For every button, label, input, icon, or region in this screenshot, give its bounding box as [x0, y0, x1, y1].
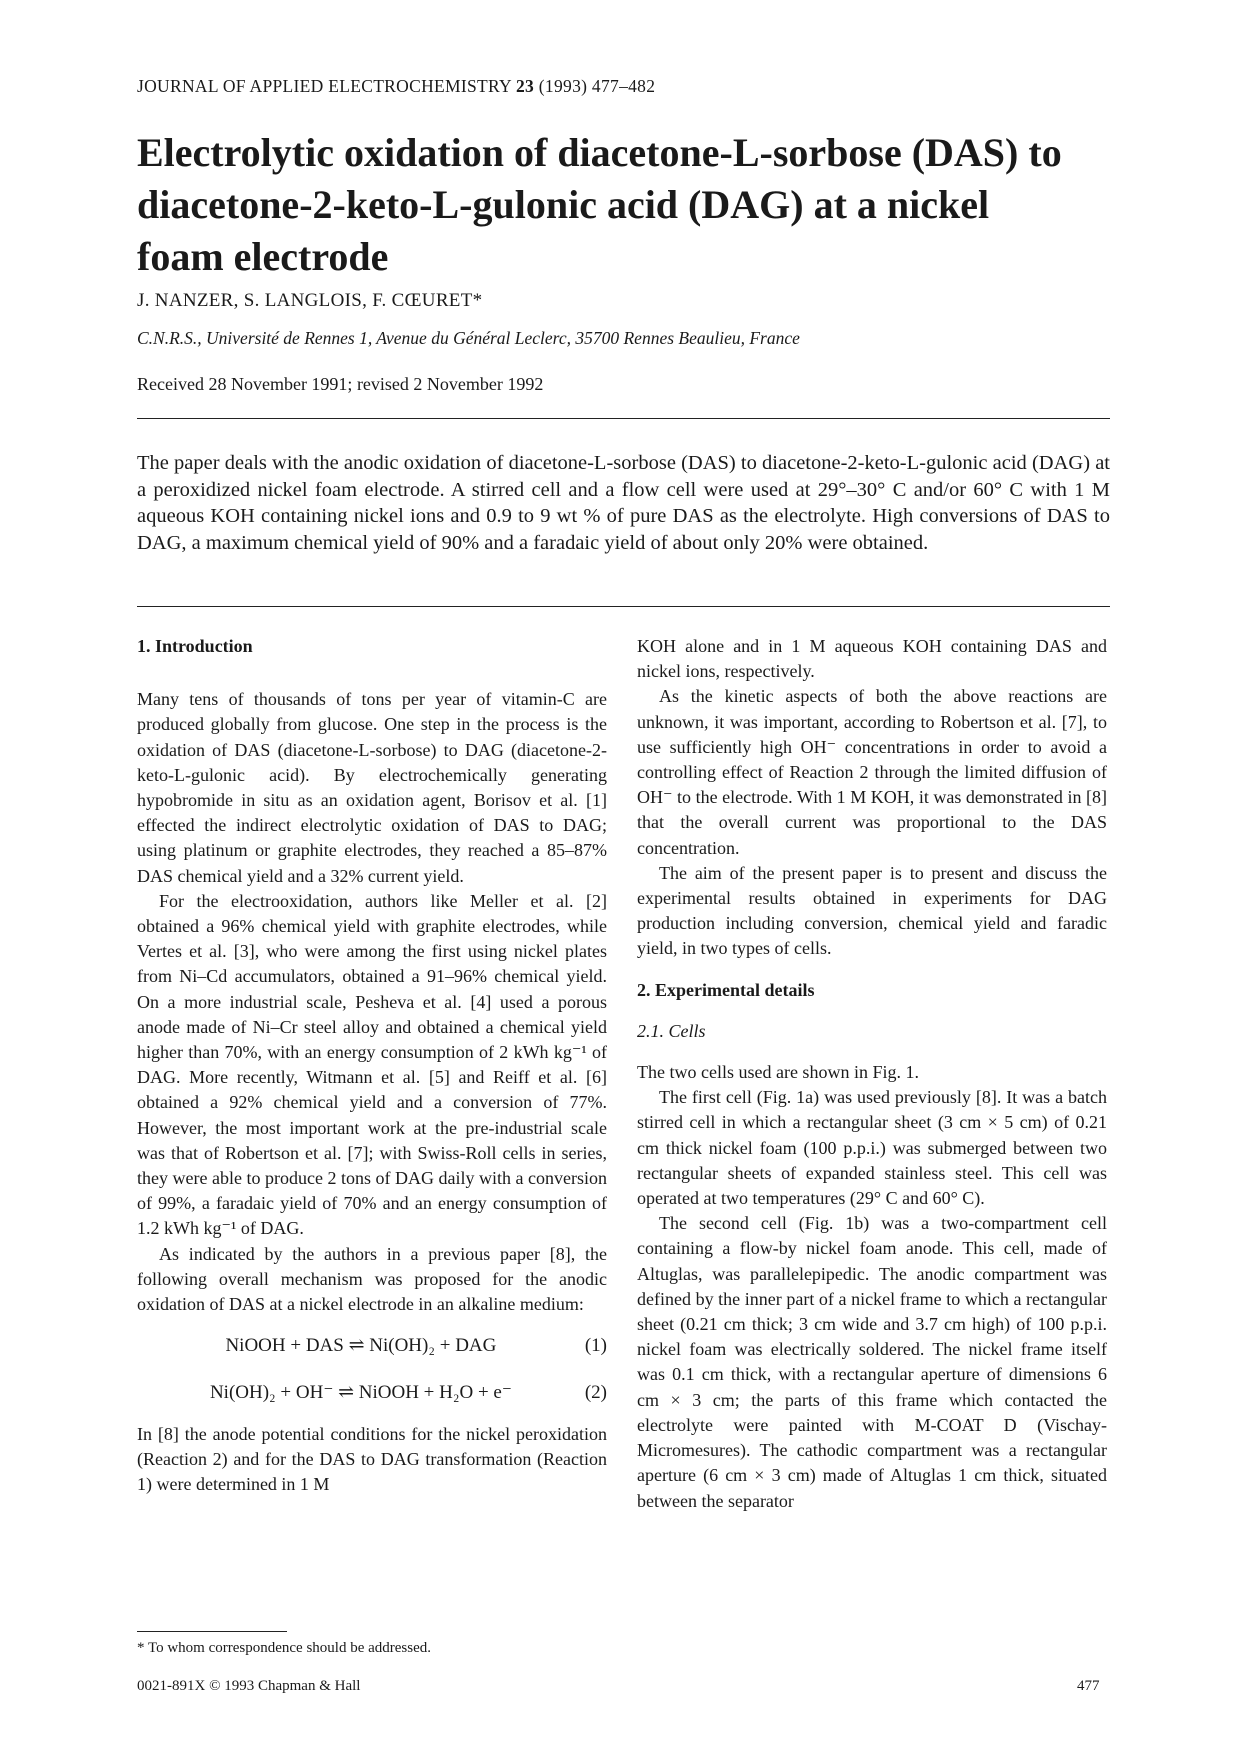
- footnote-rule: [137, 1631, 287, 1632]
- intro-paragraph-3: As indicated by the authors in a previous paper [8], the following overall mechanism was proposed for the anodic oxidation of DAS at a nickel electrode in an alkaline medium:: [137, 1243, 607, 1315]
- right-paragraph-3: The aim of the present paper is to present and discuss the experimental results obtained in experiments for DAG production including conversion, chemical yield and faradic yield, in two types of cells.: [637, 862, 1107, 959]
- title-line-2: diacetone-2-keto-L-gulonic acid (DAG) at a nickel: [137, 182, 990, 227]
- rule-top: [137, 418, 1110, 419]
- journal-volume: 23: [516, 76, 535, 96]
- right-paragraph-4: The two cells used are shown in Fig. 1.: [637, 1062, 919, 1083]
- right-paragraph-5: The first cell (Fig. 1a) was used previously [8]. It was a batch stirred cell in which a rectangular sheet (3 cm × 5 cm) of 0.21 cm thick nickel foam (100 p.p.i.) was submerged between two rectangular sheets of expanded stainless steel. This cell was operated at two temperatures (29° C and 60° C).: [637, 1087, 1107, 1209]
- page-number: 477: [1077, 1678, 1100, 1694]
- equation-1: [137, 1333, 607, 1358]
- right-paragraph-1: KOH alone and in 1 M aqueous KOH containing DAS and nickel ions, respectively.: [637, 636, 1107, 682]
- rule-bottom: [137, 606, 1110, 607]
- journal-year-pages: (1993) 477–482: [538, 76, 656, 96]
- received-dates: Received 28 November 1991; revised 2 November 1992: [137, 374, 544, 394]
- equation-2-number: (2): [584, 1382, 607, 1404]
- equation-1-number: (1): [584, 1335, 607, 1357]
- abstract: The paper deals with the anodic oxidation of diacetone-L-sorbose (DAS) to diacetone-2-keto-L-gulonic acid (DAG) at a peroxidized nickel foam electrode. A stirred cell and a flow cell were used at 29°–30° C and/or 60° C with 1 M aqueous KOH containing nickel ions and 0.9 to 9 wt % of pure DAS as the electrolyte. High conversions of DAS to DAG, a maximum chemical yield of 90% and a faradaic yield of about only 20% were obtained.: [137, 452, 1110, 554]
- heading-introduction: 1. Introduction: [137, 636, 253, 656]
- article-title: [137, 127, 1137, 283]
- footnote: * To whom correspondence should be addressed.: [137, 1640, 432, 1656]
- right-column: [637, 634, 1107, 1514]
- intro-paragraph-4: In [8] the anode potential conditions for the nickel peroxidation (Reaction 2) and for the DAS to DAG transformation (Reaction 1) were determined in 1 M: [137, 1423, 607, 1495]
- journal-name: JOURNAL OF APPLIED ELECTROCHEMISTRY: [137, 76, 512, 96]
- equation-2: [137, 1380, 607, 1405]
- intro-paragraph-1: Many tens of thousands of tons per year of vitamin-C are produced globally from glucose. One step in the process is the oxidation of DAS (diacetone-L-sorbose) to DAG (diacetone-2-keto-L-gulonic acid). By electrochemically generating hypobromide in situ as an oxidation agent, Borisov et al. [1] effected the indirect electrolytic oxidation of DAS to DAG; using platinum or graphite electrodes, they reached a 85–87% DAS chemical yield and a 32% current yield.: [137, 689, 607, 886]
- right-paragraph-2: As the kinetic aspects of both the above reactions are unknown, it was important, according to Robertson et al. [7], to use sufficiently high OH⁻ concentrations in order to avoid a controlling effect of Reaction 2 through the limited diffusion of OH⁻ to the electrode. With 1 M KOH, it was demonstrated in [8] that the overall current was proportional to the DAS concentration.: [637, 686, 1107, 858]
- journal-header: [137, 76, 655, 97]
- affiliation: C.N.R.S., Université de Rennes 1, Avenue du Général Leclerc, 35700 Rennes Beaulieu, France: [137, 328, 800, 348]
- equation-1-expression: NiOOH + DAS ⇌ Ni(OH)₂ + DAG: [225, 1335, 497, 1357]
- left-column: [137, 634, 607, 1497]
- title-line-1: Electrolytic oxidation of diacetone-L-sorbose (DAS) to: [137, 130, 1062, 175]
- right-paragraph-6: The second cell (Fig. 1b) was a two-compartment cell containing a flow-by nickel foam anode. This cell, made of Altuglas, was parallelepipedic. The anodic compartment was defined by the inner part of a nickel frame to which a rectangular sheet (0.21 cm thick; 3 cm wide and 3.7 cm high) of 100 p.p.i. nickel foam was electrically soldered. The nickel frame itself was 0.1 cm thick, with a rectangular aperture of dimensions 6 cm × 3 cm; the parts of this frame which contacted the electrolyte were painted with M-COAT D (Vischay-Micromesures). The cathodic compartment was a rectangular aperture (6 cm × 3 cm) made of Altuglas 1 cm thick, situated between the separator: [637, 1213, 1107, 1511]
- heading-experimental: 2. Experimental details: [637, 979, 815, 1000]
- issn-copyright: 0021-891X © 1993 Chapman & Hall: [137, 1678, 361, 1694]
- title-line-3: foam electrode: [137, 234, 389, 279]
- equation-2-expression: Ni(OH)₂ + OH⁻ ⇌ NiOOH + H₂O + e⁻: [209, 1382, 512, 1404]
- intro-paragraph-2: For the electrooxidation, authors like Meller et al. [2] obtained a 96% chemical yield with graphite electrodes, while Vertes et al. [3], who were among the first using nickel plates from Ni–Cd accumulators, obtained a 91–96% chemical yield. On a more industrial scale, Pesheva et al. [4] used a porous anode made of Ni–Cr steel alloy and obtained a chemical yield higher than 70%, with an energy consumption of 2 kWh kg⁻¹ of DAG. More recently, Witmann et al. [5] and Reiff et al. [6] obtained a 92% chemical yield and a conversion of 77%. However, the most important work at the pre-industrial scale was that of Robertson et al. [7]; with Swiss-Roll cells in series, they were able to produce 2 tons of DAG daily with a conversion of 99%, a faradaic yield of 70% and an energy consumption of 1.2 kWh kg⁻¹ of DAG.: [137, 890, 607, 1239]
- subheading-cells: 2.1. Cells: [637, 1020, 706, 1041]
- authors: J. NANZER, S. LANGLOIS, F. CŒURET*: [137, 290, 483, 311]
